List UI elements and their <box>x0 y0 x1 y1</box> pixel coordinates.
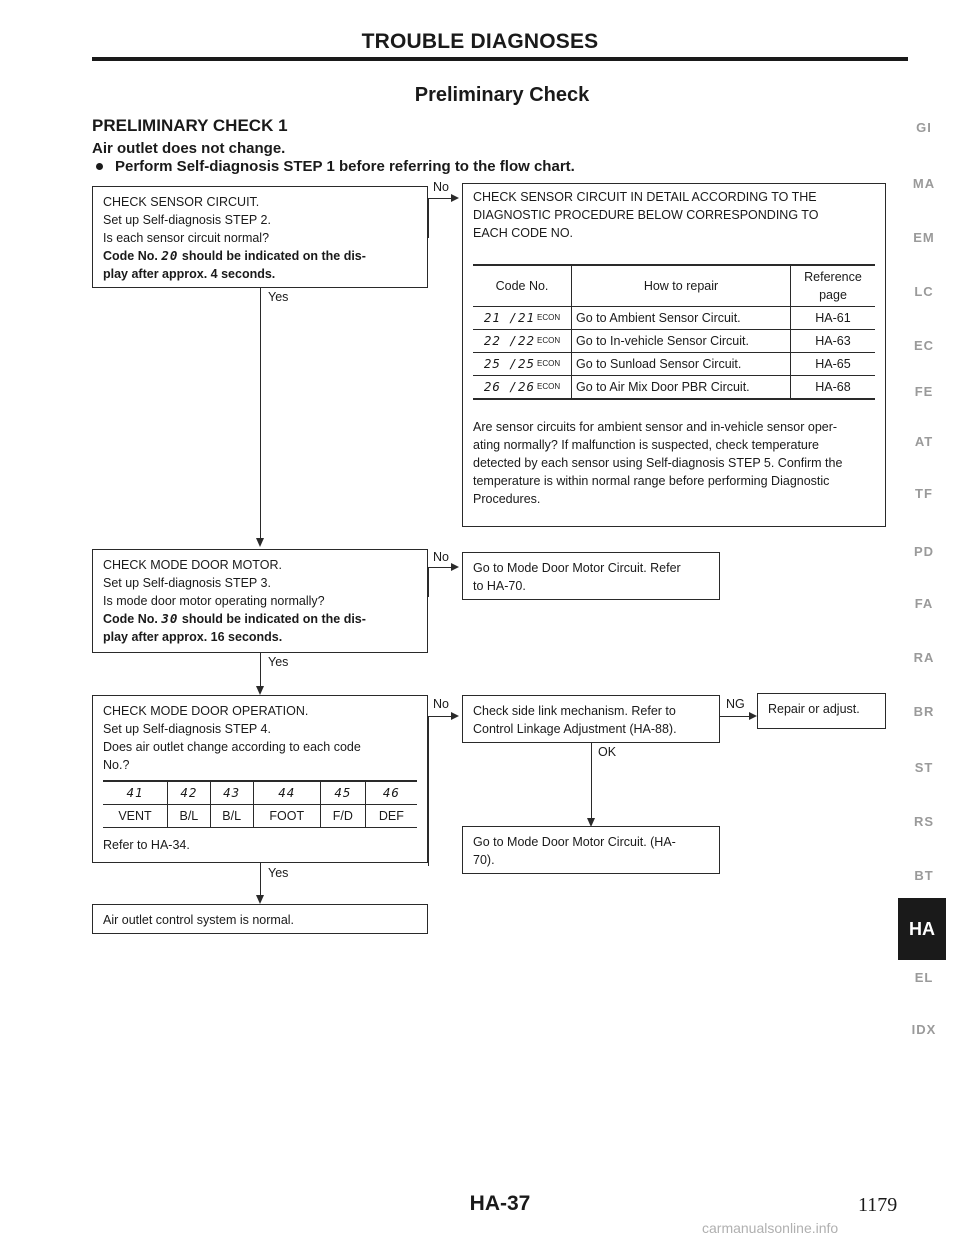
step3-line3: No.? <box>103 758 130 772</box>
step1-line1: Set up Self-diagnosis STEP 2. <box>103 213 271 227</box>
step1-line2: Is each sensor circuit normal? <box>103 231 270 245</box>
final-text: Air outlet control system is normal. <box>103 913 295 927</box>
sidebar-tab-active[interactable]: HA <box>898 898 946 960</box>
table-header-row <box>473 265 875 307</box>
mode-code-cell: 44 <box>253 781 320 805</box>
no-label: No <box>433 180 449 194</box>
repair-cell: Go to Air Mix Door PBR Circuit. <box>572 376 791 400</box>
no-label: No <box>433 550 449 564</box>
repair-cell: Go to In-vehicle Sensor Circuit. <box>572 330 791 353</box>
instruction-heading <box>92 158 575 175</box>
sidebar-tab[interactable]: AT <box>914 434 934 449</box>
connector <box>428 567 429 597</box>
detail-line3: EACH CODE NO. <box>473 226 574 240</box>
code-table <box>473 264 875 400</box>
step1-code-line <box>103 247 417 265</box>
connector <box>428 716 452 717</box>
sidebar-tab[interactable]: RS <box>913 814 935 829</box>
repair-text: Repair or adjust. <box>768 702 860 716</box>
connector <box>260 863 261 897</box>
step1-box <box>92 186 428 288</box>
symptom-heading: Air outlet does not change. <box>92 140 286 157</box>
linkage-line1: Check side link mechanism. Refer to <box>473 704 676 718</box>
note-line: Procedures. <box>473 492 541 506</box>
note-line: ating normally? If malfunction is suspected, check temperature <box>473 438 820 452</box>
mode-name-cell: B/L <box>167 805 210 828</box>
ref-cell: HA-61 <box>791 307 876 330</box>
linkage-line2: Control Linkage Adjustment (HA-88). <box>473 722 677 736</box>
detail-line1: CHECK SENSOR CIRCUIT IN DETAIL ACCORDING TO THE <box>473 190 817 204</box>
final-box <box>92 904 428 934</box>
instruction-text: Perform Self-diagnosis STEP 1 before referring to the flow chart. <box>115 158 575 175</box>
step2-code: 30 <box>161 611 179 626</box>
code-cell <box>473 307 572 330</box>
check-heading: PRELIMINARY CHECK 1 <box>92 116 288 135</box>
ref-cell: HA-65 <box>791 353 876 376</box>
sidebar-tab[interactable]: FE <box>914 384 934 399</box>
econ-label: ECON <box>537 336 561 345</box>
sidebar-tab[interactable]: BT <box>914 868 934 883</box>
mode-name-row <box>103 805 417 828</box>
sidebar-tab[interactable]: EC <box>913 338 935 353</box>
motor-action2-box <box>462 826 720 874</box>
code-cell <box>473 376 572 400</box>
step3-refer: Refer to HA-34. <box>103 838 190 852</box>
step1-code-suffix: should be indicated on the dis- <box>181 249 366 263</box>
code-value: 22 /22 <box>483 333 536 348</box>
connector <box>591 743 592 821</box>
page-subtitle: Preliminary Check <box>414 84 590 106</box>
note-line: detected by each sensor using Self-diagnosis STEP 5. Confirm the <box>473 456 843 470</box>
connector <box>260 288 261 540</box>
repair-cell: Go to Sunload Sensor Circuit. <box>572 353 791 376</box>
sidebar-tab[interactable]: GI <box>916 120 932 135</box>
table-row <box>473 353 875 376</box>
sidebar-tab[interactable]: EM <box>913 230 935 245</box>
table-row <box>473 307 875 330</box>
table-row <box>473 330 875 353</box>
col-repair-header: How to repair <box>572 265 791 307</box>
step2-line1: Set up Self-diagnosis STEP 3. <box>103 576 271 590</box>
code-value: 25 /25 <box>483 356 536 371</box>
connector <box>428 567 452 568</box>
sidebar-tab[interactable]: EL <box>914 970 934 985</box>
step1-code-prefix: Code No. <box>103 249 158 263</box>
arrow-down-icon <box>256 895 264 904</box>
mode-code-cell: 42 <box>167 781 210 805</box>
arrow-right-icon <box>451 194 459 202</box>
code-value: 26 /26 <box>483 379 536 394</box>
sidebar-tab[interactable]: PD <box>913 544 935 559</box>
mode-code-cell: 43 <box>210 781 253 805</box>
motor-action2-line1: Go to Mode Door Motor Circuit. (HA- <box>473 835 676 849</box>
ng-label: NG <box>726 697 745 711</box>
arrow-right-icon <box>451 563 459 571</box>
code-cell <box>473 330 572 353</box>
mode-name-cell: VENT <box>103 805 167 828</box>
mode-code-cell: 41 <box>103 781 167 805</box>
step2-code-line2: play after approx. 16 seconds. <box>103 630 283 644</box>
mode-code-cell: 45 <box>320 781 365 805</box>
motor-action-line2: to HA-70. <box>473 579 526 593</box>
mode-code-cell: 46 <box>365 781 417 805</box>
detail-line2: DIAGNOSTIC PROCEDURE BELOW CORRESPONDING TO <box>473 208 819 222</box>
arrow-right-icon <box>749 712 757 720</box>
page-code: HA-37 <box>469 1192 531 1215</box>
sidebar-tab[interactable]: RA <box>913 650 935 665</box>
col-code-header: Code No. <box>473 265 572 307</box>
note-line: Are sensor circuits for ambient sensor and in-vehicle sensor oper- <box>473 420 838 434</box>
repair-cell: Go to Ambient Sensor Circuit. <box>572 307 791 330</box>
mode-table <box>103 780 417 828</box>
yes-label: Yes <box>268 866 289 880</box>
sidebar-tab[interactable]: MA <box>912 176 936 191</box>
arrow-down-icon <box>256 538 264 547</box>
header-rule <box>92 57 908 61</box>
step1-title: CHECK SENSOR CIRCUIT. <box>103 195 260 209</box>
mode-name-cell: DEF <box>365 805 417 828</box>
connector <box>720 716 750 717</box>
ref-cell: HA-68 <box>791 376 876 400</box>
sidebar-tab[interactable]: LC <box>914 284 934 299</box>
step2-code-line <box>103 610 417 628</box>
detail-box <box>462 183 886 527</box>
code-cell <box>473 353 572 376</box>
econ-label: ECON <box>537 382 561 391</box>
note-line: temperature is within normal range before performing Diagnostic <box>473 474 830 488</box>
step2-box <box>92 549 428 653</box>
mode-name-cell: B/L <box>210 805 253 828</box>
ref-cell: HA-63 <box>791 330 876 353</box>
arrow-right-icon <box>451 712 459 720</box>
mode-name-cell: F/D <box>320 805 365 828</box>
repair-box <box>757 693 886 729</box>
motor-action2-line2: 70). <box>473 853 495 867</box>
arrow-down-icon <box>256 686 264 695</box>
motor-action-box <box>462 552 720 600</box>
yes-label: Yes <box>268 290 289 304</box>
code-value: 21 /21 <box>483 310 536 325</box>
motor-action-line1: Go to Mode Door Motor Circuit. Refer <box>473 561 681 575</box>
step2-code-prefix: Code No. <box>103 612 158 626</box>
ref-header-line2: page <box>819 288 847 302</box>
no-label: No <box>433 697 449 711</box>
linkage-box <box>462 695 720 743</box>
watermark: carmanualsonline.info <box>702 1220 839 1236</box>
mode-name-cell: FOOT <box>253 805 320 828</box>
step1-code: 20 <box>161 248 179 263</box>
mode-code-row <box>103 781 417 805</box>
ok-label: OK <box>598 745 617 759</box>
col-ref-header <box>791 265 876 307</box>
bullet-icon <box>96 163 103 170</box>
detail-note <box>473 418 875 508</box>
connector <box>428 198 452 199</box>
step3-title: CHECK MODE DOOR OPERATION. <box>103 704 309 718</box>
step1-code-line2: play after approx. 4 seconds. <box>103 267 276 281</box>
sidebar-tab[interactable]: BR <box>913 704 935 719</box>
connector <box>260 653 261 689</box>
step3-line1: Set up Self-diagnosis STEP 4. <box>103 722 271 736</box>
step3-line2: Does air outlet change according to each code <box>103 740 361 754</box>
ref-header-line1: Reference <box>804 270 862 284</box>
connector <box>428 198 429 238</box>
yes-label: Yes <box>268 655 289 669</box>
step2-code-suffix: should be indicated on the dis- <box>181 612 366 626</box>
sidebar-tab[interactable]: ST <box>914 760 934 775</box>
sidebar-tab[interactable]: TF <box>915 486 933 501</box>
page-number: 1179 <box>858 1194 898 1216</box>
step2-title: CHECK MODE DOOR MOTOR. <box>103 558 282 572</box>
sidebar-tab[interactable]: IDX <box>911 1022 937 1037</box>
connector <box>428 716 429 866</box>
econ-label: ECON <box>537 313 561 322</box>
table-row <box>473 376 875 400</box>
step3-box <box>92 695 428 863</box>
sidebar-tab[interactable]: FA <box>914 596 934 611</box>
page-header-title: TROUBLE DIAGNOSES <box>361 30 599 53</box>
econ-label: ECON <box>537 359 561 368</box>
step2-line2: Is mode door motor operating normally? <box>103 594 325 608</box>
